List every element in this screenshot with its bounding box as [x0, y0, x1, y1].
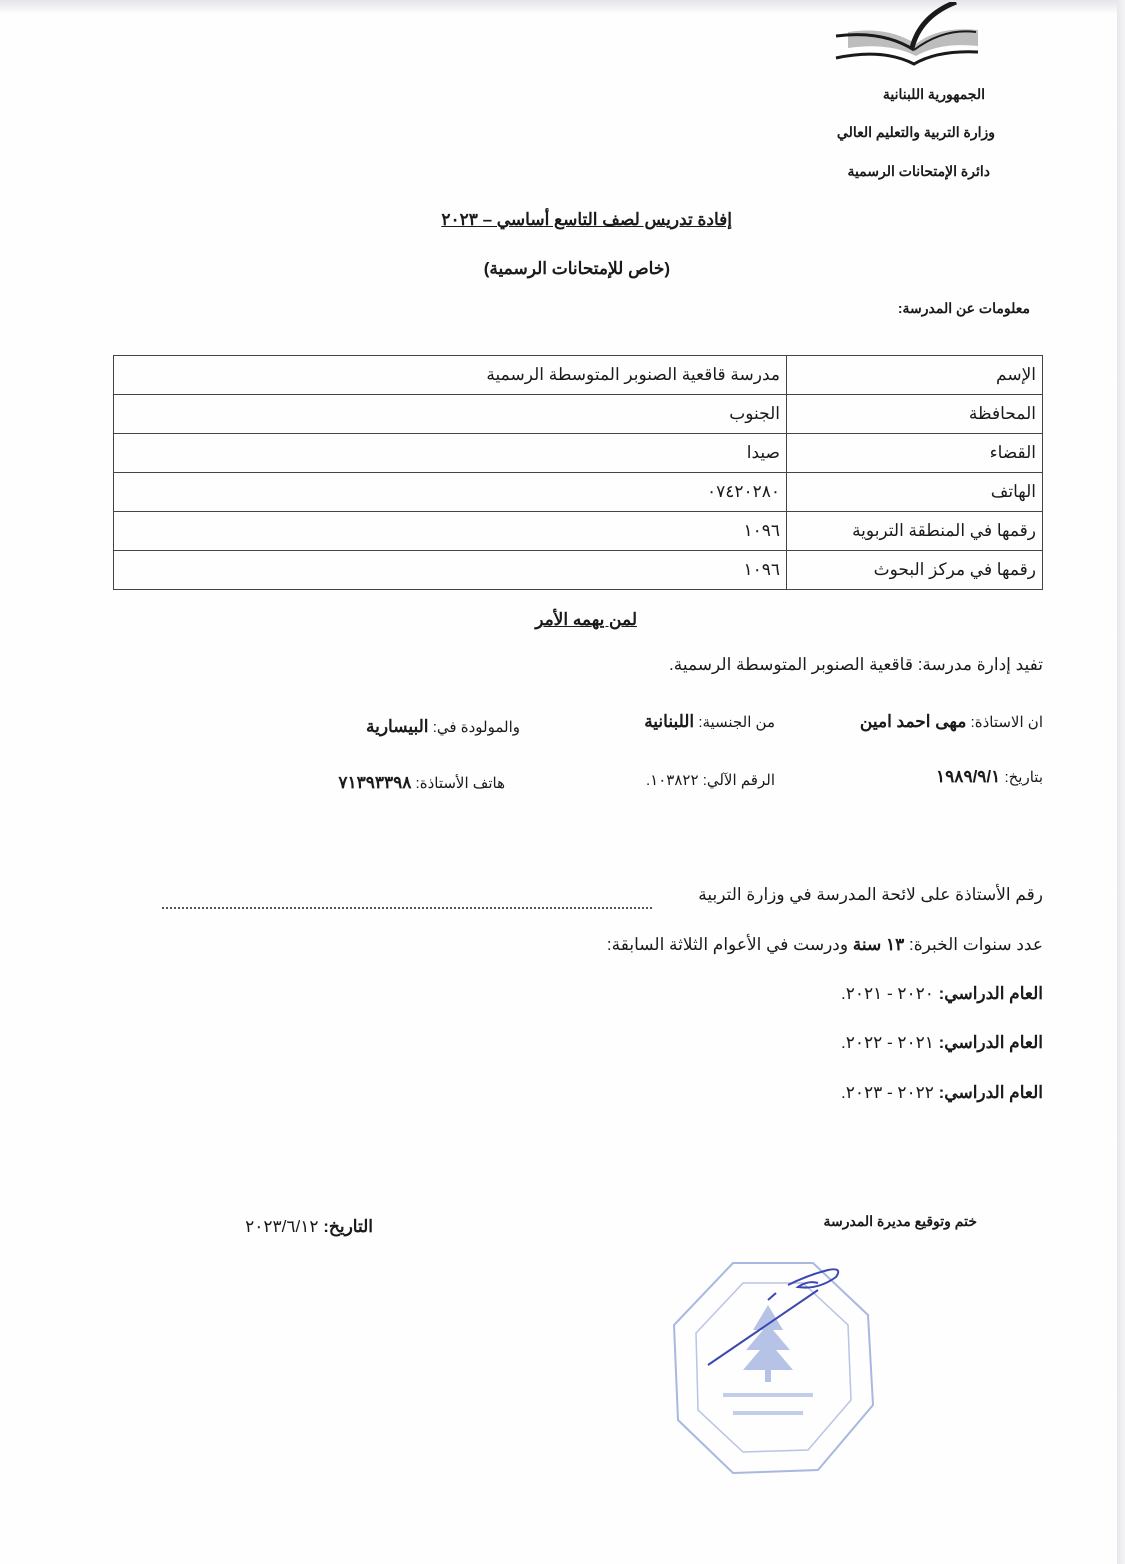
table-row [114, 551, 1043, 590]
academic-year-3 [841, 1083, 1043, 1103]
year-value: ٢٠٢٠ - ٢٠٢١. [840, 984, 934, 1003]
page-edge [1117, 0, 1125, 1564]
date-value: ٢٠٢٣/٦/١٢ [245, 1217, 319, 1236]
teacher-name-label: ان الاستاذة: [970, 714, 1043, 731]
experience-years: ١٣ سنة [852, 935, 905, 954]
department-name: دائرة الإمتحانات الرسمية [847, 163, 990, 179]
nationality-label: من الجنسية: [698, 714, 775, 731]
teacher-phone-label: هاتف الأستاذة: [415, 775, 505, 792]
nationality: اللبنانية [644, 712, 695, 731]
nationality-field [644, 712, 775, 732]
row-key: القضاء [787, 434, 1043, 473]
teacher-name-field [860, 712, 1043, 732]
registry-dotted-blank [162, 907, 652, 909]
experience-suffix: ودرست في الأعوام الثلاثة السابقة: [606, 935, 849, 954]
ministry-name: وزارة التربية والتعليم العالي [836, 124, 995, 140]
intro-text: تفيد إدارة مدرسة: قاقعية الصنوبر المتوسطة الرسمية. [669, 655, 1043, 674]
row-value: ٠٧٤٢٠٢٨٠ [114, 473, 787, 512]
year-label: العام الدراسي: [938, 1033, 1043, 1052]
row-value: ١٠٩٦ [114, 512, 787, 551]
year-label: العام الدراسي: [938, 984, 1043, 1003]
table-row [114, 473, 1043, 512]
year-value: ٢٠٢٢ - ٢٠٢٣. [840, 1083, 934, 1102]
birthdate-label: بتاريخ: [1004, 769, 1043, 786]
teacher-phone: ٧١٣٩٣٣٩٨ [338, 773, 412, 792]
registry-line: رقم الأستاذة على لائحة المدرسة في وزارة التربية [698, 885, 1043, 904]
academic-year-2 [841, 1033, 1043, 1053]
table-row [114, 356, 1043, 395]
row-value: ١٠٩٦ [114, 551, 787, 590]
table-row [114, 512, 1043, 551]
birthplace-label: والمولودة في: [432, 719, 520, 736]
document-title: إفادة تدريس لصف التاسع أساسي – ٢٠٢٣ [441, 210, 732, 229]
row-key: الإسم [787, 356, 1043, 395]
birthdate-field [936, 767, 1043, 787]
serial-number: ١٠٣٨٢٢. [646, 772, 699, 789]
signature-label: ختم وتوقيع مديرة المدرسة [823, 1213, 977, 1229]
row-key: المحافظة [787, 395, 1043, 434]
to-whom-heading: لمن يهمه الأمر [535, 610, 637, 629]
birthplace-field [366, 717, 520, 737]
republic-name: الجمهورية اللبنانية [882, 86, 985, 102]
ministry-logo-icon [828, 2, 988, 68]
teacher-name: مهى احمد امين [859, 712, 967, 731]
table-row [114, 395, 1043, 434]
serial-field [646, 771, 775, 789]
year-label: العام الدراسي: [938, 1083, 1043, 1102]
school-stamp-icon [668, 1255, 878, 1480]
experience-line [607, 935, 1043, 955]
issue-date [245, 1217, 373, 1237]
birthplace: البيسارية [365, 717, 429, 736]
school-info-label: معلومات عن المدرسة: [897, 300, 1030, 316]
table-row [114, 434, 1043, 473]
row-key: رقمها في المنطقة التربوية [787, 512, 1043, 551]
year-value: ٢٠٢١ - ٢٠٢٢. [840, 1033, 934, 1052]
serial-label: الرقم الآلي: [702, 772, 775, 789]
row-value: صيدا [114, 434, 787, 473]
document-subtitle: (خاص للإمتحانات الرسمية) [483, 259, 670, 278]
teacher-phone-field [338, 773, 505, 793]
row-value: مدرسة قاقعية الصنوبر المتوسطة الرسمية [114, 356, 787, 395]
date-label: التاريخ: [323, 1217, 373, 1236]
academic-year-1 [841, 984, 1043, 1004]
row-value: الجنوب [114, 395, 787, 434]
experience-prefix: عدد سنوات الخبرة: [909, 935, 1043, 954]
row-key: الهاتف [787, 473, 1043, 512]
birthdate: ١٩٨٩/٩/١ [936, 767, 1001, 786]
row-key: رقمها في مركز البحوث [787, 551, 1043, 590]
school-info-table [113, 355, 1043, 590]
